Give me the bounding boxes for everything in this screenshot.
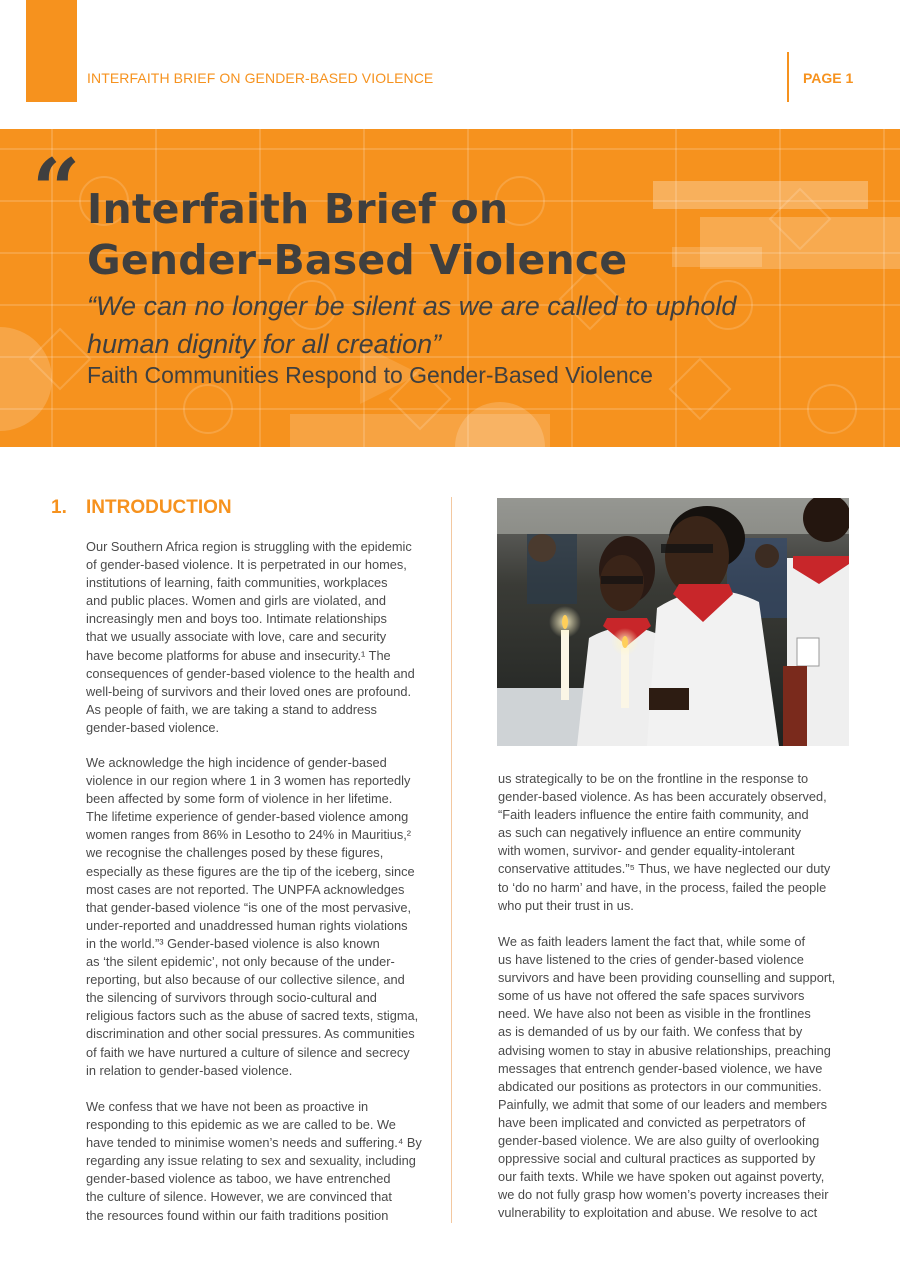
text-line: have been implicated and convicted as perpetrators of — [498, 1114, 806, 1130]
text-line: oppressive social and cultural practices as supported by — [498, 1151, 816, 1167]
title-line: Interfaith Brief on — [87, 185, 509, 233]
text-line: the culture of silence. However, we are convinced that — [86, 1189, 392, 1205]
text-line: institutions of learning, faith communities, workplaces — [86, 575, 388, 591]
header-divider — [787, 52, 789, 102]
text-line: have become platforms for abuse and insecurity.¹ The — [86, 647, 391, 663]
text-line: the silencing of survivors through socio-cultural and — [86, 990, 377, 1006]
text-line: conservative attitudes.”⁵ Thus, we have neglected our duty — [498, 861, 831, 877]
text-line: messages that entrench gender-based violence, we have — [498, 1060, 823, 1076]
text-line: us strategically to be on the frontline in the response to — [498, 771, 809, 786]
text-line: we do not fully grasp how women’s poverty increases their — [498, 1187, 829, 1203]
section-title: INTRODUCTION — [86, 497, 232, 518]
text-line: responding to this epidemic as we are called to be. We — [86, 1117, 396, 1133]
text-line: increasingly men and boys too. Intimate relationships — [86, 611, 387, 627]
intro-paragraph-2 — [86, 754, 418, 1080]
text-line: to ‘do no harm’ and have, in the process, failed the people — [498, 879, 827, 895]
text-line: that gender-based violence “is one of the most pervasive, — [86, 899, 412, 915]
text-line: of gender-based violence. It is perpetrated in our homes, — [86, 557, 407, 573]
text-line: survivors and have been providing counselling and support, — [498, 970, 836, 986]
text-line: “Faith leaders influence the entire faith community, and — [498, 807, 809, 823]
text-line: violence in our region where 1 in 3 women has reportedly — [86, 773, 411, 789]
running-header-title: INTERFAITH BRIEF ON GENDER-BASED VIOLENCE — [87, 70, 434, 86]
right-paragraph-2 — [498, 933, 835, 1223]
text-line: need. We have also not been as visible in the frontlines — [498, 1006, 811, 1022]
column-divider — [451, 497, 452, 1223]
text-line: We as faith leaders lament the fact that, while some of — [498, 934, 806, 949]
text-line: under-reported and unaddressed human rights violations — [86, 917, 408, 933]
page-title — [87, 184, 627, 286]
text-line: As people of faith, we are taking a stand to address — [86, 701, 377, 717]
text-line: as is demanded of us by our faith. We confess that by — [498, 1024, 803, 1040]
right-paragraph-1 — [498, 770, 830, 915]
text-line: consequences of gender-based violence to the health and — [86, 665, 415, 681]
text-line: most cases are not reported. The UNPFA acknowledges — [86, 881, 405, 897]
text-line: well-being of survivors and their loved ones are profound. — [86, 683, 412, 699]
tagline-line: “We can no longer be silent as we are called to uphold — [87, 291, 737, 321]
text-line: Painfully, we admit that some of our leaders and members — [498, 1096, 828, 1112]
text-line: us have listened to the cries of gender-based violence — [498, 952, 804, 968]
text-line: been affected by some form of violence in her lifetime. — [86, 791, 393, 807]
text-line: reporting, but also because of our collective silence, and — [86, 972, 405, 988]
subtitle: Faith Communities Respond to Gender-Based Violence — [87, 362, 653, 388]
page-number: PAGE 1 — [803, 70, 854, 86]
text-line: gender-based violence. We are also guilty of overlooking — [498, 1133, 820, 1149]
text-line: We confess that we have not been as proactive in — [86, 1099, 369, 1114]
text-line: the resources found within our faith traditions position — [86, 1207, 389, 1223]
title-line: Gender-Based Violence — [87, 236, 628, 284]
text-line: gender-based violence as taboo, we have entrenched — [86, 1171, 391, 1187]
text-line: gender-based violence. — [86, 719, 220, 735]
section-number: 1. — [51, 497, 67, 518]
text-line: our faith texts. While we have spoken out against poverty, — [498, 1169, 825, 1185]
text-line: that we usually associate with love, care and security — [86, 629, 387, 645]
text-line: we recognise the challenges posed by these figures, — [86, 845, 384, 861]
quote-mark-icon: “ — [32, 140, 81, 239]
text-line: as ‘the silent epidemic’, not only because of the under- — [86, 954, 395, 970]
text-line: The lifetime experience of gender-based violence among — [86, 809, 409, 825]
text-line: of faith we have nurtured a culture of silence and secrecy — [86, 1044, 410, 1060]
text-line: have tended to minimise women’s needs and suffering.⁴ By — [86, 1135, 422, 1151]
tagline-line: human dignity for all creation” — [87, 329, 442, 359]
text-line: vulnerability to exploitation and abuse. We resolve to act — [498, 1205, 818, 1221]
text-line: in relation to gender-based violence. — [86, 1062, 293, 1078]
text-line: especially as these figures are the tip of the iceberg, since — [86, 863, 415, 879]
text-line: women ranges from 86% in Lesotho to 24% in Mauritius,² — [86, 827, 412, 843]
text-line: some of us have not offered the safe spaces survivors — [498, 988, 805, 1004]
intro-paragraph-1 — [86, 538, 415, 737]
text-line: as such can negatively influence an entire community — [498, 825, 802, 841]
text-line: religious factors such as the abuse of sacred texts, stigma, — [86, 1008, 419, 1024]
text-line: We acknowledge the high incidence of gender-based — [86, 755, 387, 770]
photo-church-choir-with-candles — [497, 498, 849, 746]
tagline-quote — [87, 287, 736, 363]
text-line: advising women to stay in abusive relationships, preaching — [498, 1042, 831, 1058]
text-line: and public places. Women and girls are violated, and — [86, 593, 386, 609]
text-line: in the world.”³ Gender-based violence is also known — [86, 935, 380, 951]
text-line: discrimination and other social pressures. As communities — [86, 1026, 415, 1042]
text-line: abdicated our positions as protectors in our communities. — [498, 1078, 822, 1094]
text-line: regarding any issue relating to sex and sexuality, including — [86, 1153, 416, 1169]
intro-paragraph-3 — [86, 1098, 422, 1225]
text-line: gender-based violence. As has been accurately observed, — [498, 789, 827, 805]
text-line: with women, survivor- and gender equality-intolerant — [498, 843, 795, 859]
text-line: Our Southern Africa region is struggling with the epidemic — [86, 539, 412, 554]
text-line: who put their trust in us. — [498, 897, 634, 913]
orange-header-tab — [26, 0, 77, 102]
